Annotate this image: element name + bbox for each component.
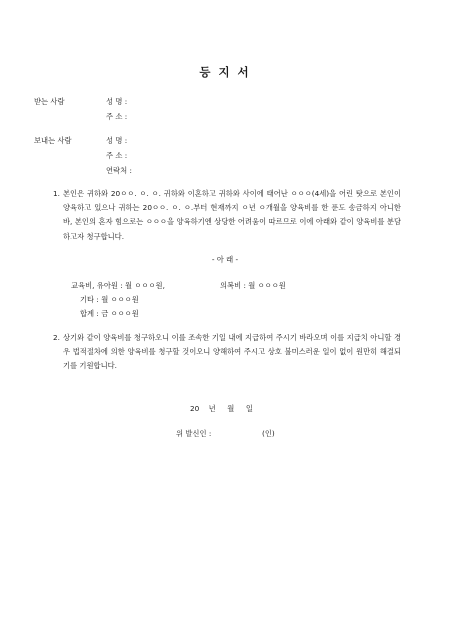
item-total: 합계 : 금 ㅇㅇㅇ원	[80, 309, 139, 318]
paragraph-2-number: 2.	[53, 333, 60, 342]
sender-address-label: 주 소 :	[106, 151, 128, 160]
item-education: 교육비, 유아원 : 월 ㅇㅇㅇ원,	[71, 281, 165, 290]
signature-label: 위 발신인 :	[176, 429, 212, 438]
paragraph-2	[53, 331, 401, 374]
signature-seal: (인)	[262, 429, 275, 438]
paragraph-1-number: 1.	[53, 189, 60, 198]
paragraph-1-text: 본인은 귀하와 20ㅇㅇ. ㅇ. ㅇ. 귀하와 이혼하고 귀하와 사이에 태어난 ㅇㅇㅇ(4세)을 어린 탓으로 본인이 양육하고 있으나 귀하는 20ㅇㅇ. ㅇ. ㅇ.부터 현재까지 ㅇ년 ㅇ개월을 양육비를 한 푼도 송금하지 아니한 바, 본인의 혼자 힘으로는 ㅇㅇㅇ을 양육하기엔 상당한 어려움이 따르므로 이에 아래와 같이 양육비를 분담하고자 청구합니다.	[63, 189, 401, 241]
recipient-label: 받는 사람	[34, 97, 65, 106]
notice-heading: - 아 래 -	[211, 255, 239, 264]
document-title: 등 지 서	[199, 65, 251, 79]
item-clothing: 의복비 : 월 ㅇㅇㅇ원	[220, 281, 286, 290]
paragraph-1	[53, 187, 401, 244]
sender-name-label: 성 명 :	[106, 136, 128, 145]
paragraph-2-text: 상기와 같이 양육비를 청구하오니 이를 조속한 기일 내에 지급하여 주시기 바라오며 이를 지급치 아니할 경우 법적절차에 의한 양육비를 청구할 것이오니 양해하여 주시고 상호 불미스러운 일이 없이 원만히 해결되기를 기원합니다.	[63, 333, 401, 371]
date-line: 20 년 월 일	[190, 404, 253, 413]
item-other: 기타 : 월 ㅇㅇㅇ원	[80, 295, 139, 304]
sender-label: 보내는 사람	[34, 136, 72, 145]
recipient-name-label: 성 명 :	[106, 97, 128, 106]
sender-contact-label: 연락처 :	[106, 166, 132, 175]
recipient-address-label: 주 소 :	[106, 112, 128, 121]
